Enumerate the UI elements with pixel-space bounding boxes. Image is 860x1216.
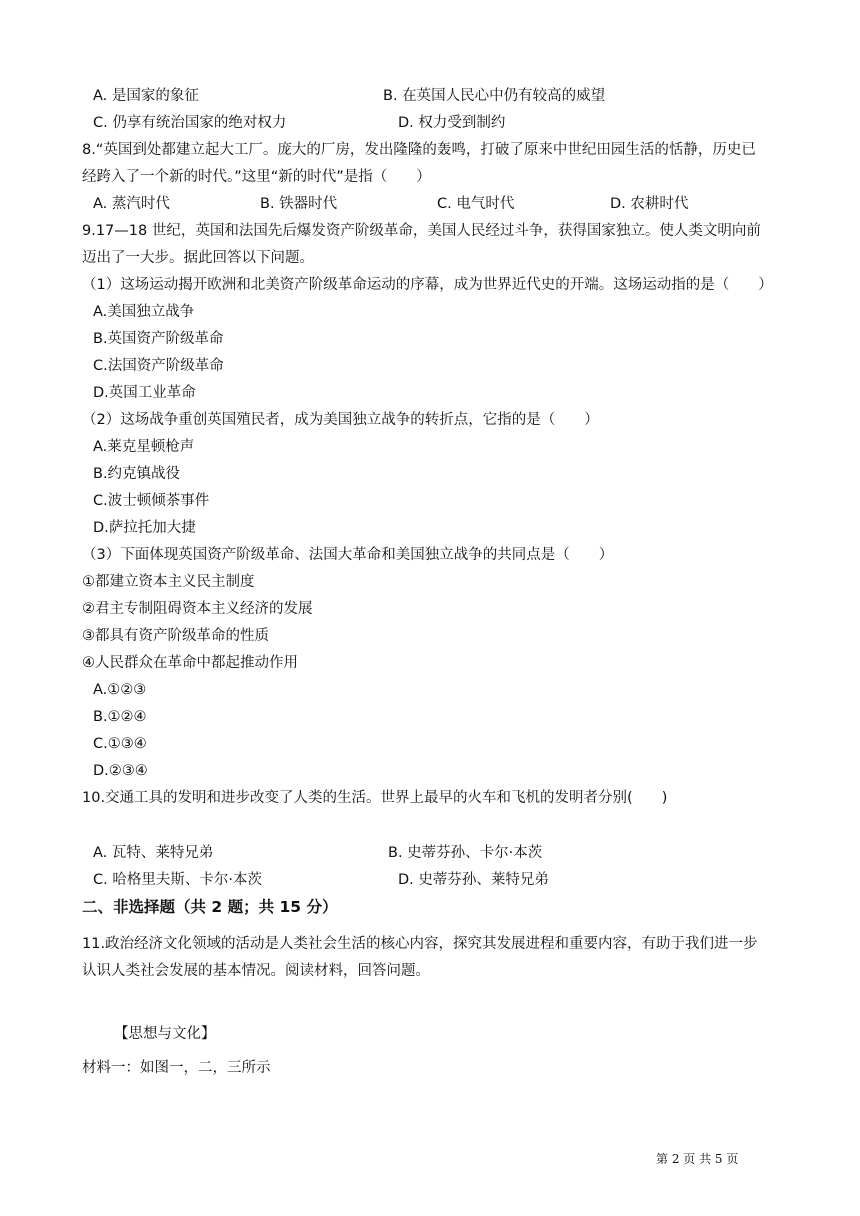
- q10-option-b: B. 史蒂芬孙、卡尔·本茨: [388, 845, 543, 861]
- page-number: 第 2 页 共 5 页: [656, 1152, 739, 1166]
- q9-sub3-item-4: ④人民群众在革命中都起推动作用: [82, 655, 298, 671]
- section2-title: 二、非选择题（共 2 题；共 15 分）: [82, 898, 338, 916]
- q8-option-c: C. 电气时代: [437, 196, 515, 212]
- q9-sub3-option-a: A.①②③: [93, 682, 147, 698]
- q8-option-a: A. 蒸汽时代: [93, 196, 170, 212]
- q8-option-b: B. 铁器时代: [260, 196, 338, 212]
- q7-option-d: D. 权力受到制约: [398, 115, 506, 131]
- q9-sub1-option-b: B.英国资产阶级革命: [93, 331, 224, 347]
- q10-option-a: A. 瓦特、莱特兄弟: [93, 845, 214, 861]
- q8-stem-line1: 8.“英国到处都建立起大工厂。庞大的厂房，发出隆隆的轰鸣，打破了原来中世纪田园生活的恬静，历史已: [82, 142, 756, 158]
- q7-option-b: B. 在英国人民心中仍有较高的威望: [383, 88, 606, 104]
- q10-option-d: D. 史蒂芬孙、莱特兄弟: [398, 872, 549, 888]
- q9-stem-line1: 9.17—18 世纪，英国和法国先后爆发资产阶级革命，美国人民经过斗争，获得国家独立。使人类文明向前: [82, 223, 761, 239]
- q9-sub2-option-d: D.萨拉托加大捷: [93, 520, 196, 536]
- q11-stem-line1: 11.政治经济文化领域的活动是人类社会生活的核心内容，探究其发展进程和重要内容，有助于我们进一步: [82, 936, 758, 952]
- q9-sub3-option-b: B.①②④: [93, 709, 147, 725]
- q7-option-c: C. 仍享有统治国家的绝对权力: [93, 115, 287, 131]
- q9-sub2-stem: （2）这场战争重创英国殖民者，成为美国独立战争的转折点，它指的是（ ）: [82, 412, 599, 428]
- q11-material-1: 材料一：如图一，二，三所示: [82, 1060, 271, 1076]
- q9-sub1-option-d: D.英国工业革命: [93, 385, 196, 401]
- q9-sub3-item-2: ②君主专制阻碍资本主义经济的发展: [82, 601, 313, 617]
- q9-sub2-option-a: A.莱克星顿枪声: [93, 439, 195, 455]
- q9-sub3-stem: （3）下面体现英国资产阶级革命、法国大革命和美国独立战争的共同点是（ ）: [82, 547, 614, 563]
- q8-option-d: D. 农耕时代: [610, 196, 689, 212]
- q9-sub3-option-d: D.②③④: [93, 763, 148, 779]
- q9-sub3-item-1: ①都建立资本主义民主制度: [82, 574, 255, 590]
- q9-sub3-option-c: C.①③④: [93, 736, 147, 752]
- q10-stem: 10.交通工具的发明和进步改变了人类的生活。世界上最早的火车和飞机的发明者分别( ): [82, 790, 668, 806]
- q9-sub2-option-b: B.约克镇战役: [93, 466, 181, 482]
- q8-stem-line2: 经跨入了一个新的时代。”这里“新的时代”是指（ ）: [82, 169, 431, 185]
- q9-sub2-option-c: C.波士顿倾茶事件: [93, 493, 210, 509]
- q11-section-heading: 【思想与文化】: [114, 1026, 216, 1042]
- q7-option-a: A. 是国家的象征: [93, 88, 199, 104]
- q11-stem-line2: 认识人类社会发展的基本情况。阅读材料，回答问题。: [82, 963, 430, 979]
- q9-sub3-item-3: ③都具有资产阶级革命的性质: [82, 628, 269, 644]
- q10-option-c: C. 哈格里夫斯、卡尔·本茨: [93, 872, 262, 888]
- q9-sub1-option-c: C.法国资产阶级革命: [93, 358, 224, 374]
- q9-sub1-stem: （1）这场运动揭开欧洲和北美资产阶级革命运动的序幕，成为世界近代史的开端。这场运动指的是（ ）: [82, 277, 773, 293]
- q9-sub1-option-a: A.美国独立战争: [93, 304, 195, 320]
- q9-stem-line2: 迈出了一大步。据此回答以下问题。: [82, 250, 314, 266]
